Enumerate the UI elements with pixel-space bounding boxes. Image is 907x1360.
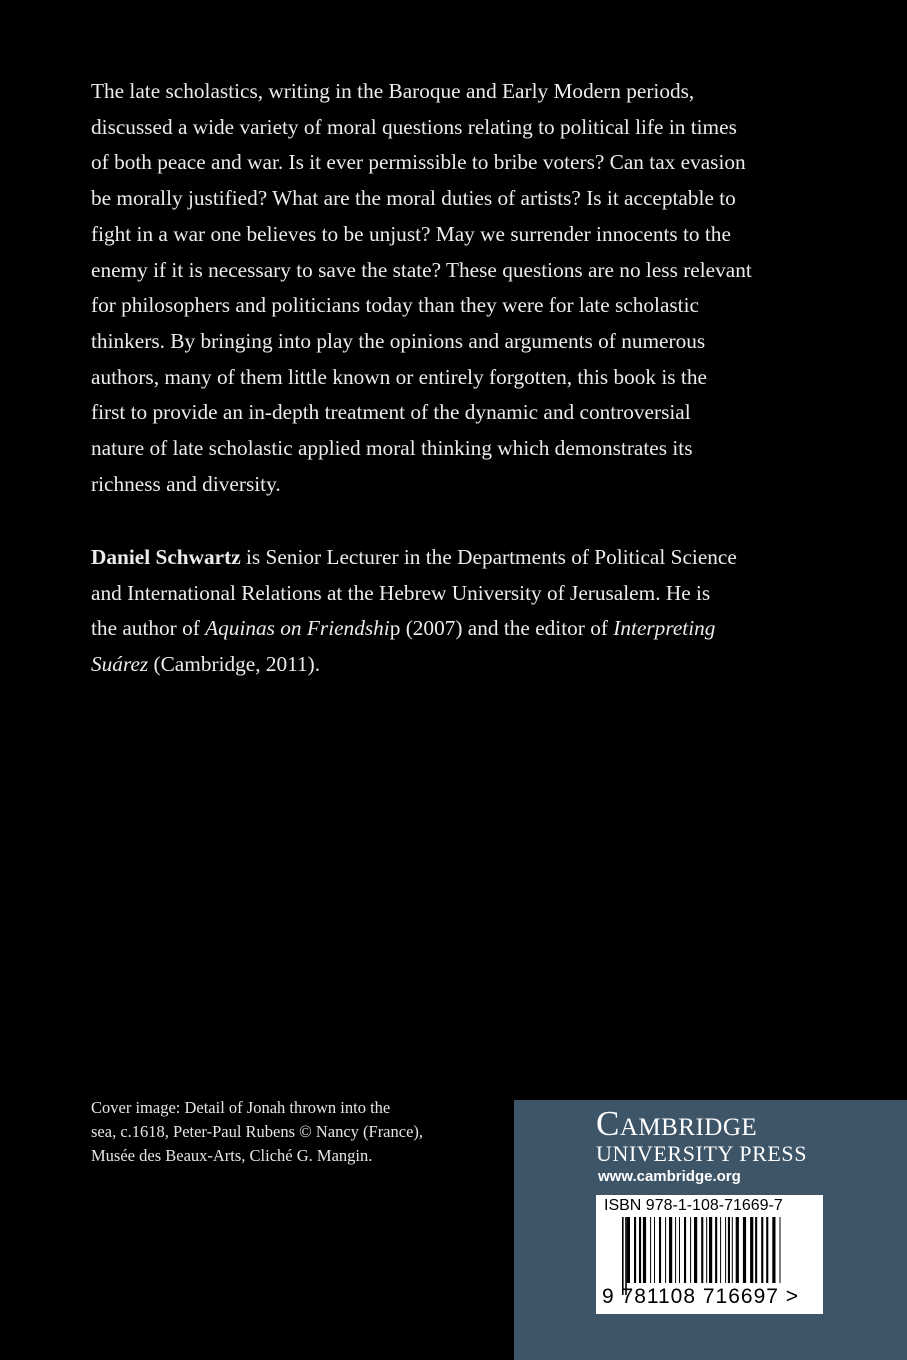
barcode-bar <box>750 1217 753 1283</box>
barcode-bar <box>665 1217 666 1283</box>
barcode-bar <box>627 1217 630 1283</box>
description-line: discussed a wide variety of moral questions relating to political life in times <box>91 114 737 139</box>
description-line: nature of late scholastic applied moral thinking which demonstrates its <box>91 436 693 461</box>
bio-text: (Cambridge, 2011). <box>148 652 321 677</box>
credit-line: sea, c.1618, Peter-Paul Rubens © Nancy (France), <box>91 1122 424 1141</box>
barcode-bar <box>736 1217 739 1283</box>
barcode-bar <box>650 1217 651 1283</box>
barcode-bar <box>622 1217 624 1295</box>
book-title: Suárez <box>91 652 149 677</box>
barcode-bar <box>701 1217 703 1283</box>
description-line: for philosophers and politicians today than they were for late scholastic <box>91 293 699 318</box>
bio-text: is Senior Lecturer in the Departments of Political Science <box>240 545 737 569</box>
barcode-bar <box>625 1217 627 1295</box>
barcode-bar <box>706 1217 707 1283</box>
barcode-bar <box>634 1217 636 1283</box>
bio-text: and International Relations at the Hebrew University of Jerusalem. He is <box>91 580 711 605</box>
description-line: The late scholastics, writing in the Baroque and Early Modern periods, <box>91 79 695 103</box>
credit-line: Musée des Beaux-Arts, Cliché G. Mangin. <box>91 1146 373 1165</box>
barcode-bar <box>755 1217 757 1283</box>
barcode-bar <box>643 1217 646 1283</box>
cover-image-credit <box>91 1096 423 1168</box>
barcode-bar <box>780 1217 781 1283</box>
author-name: Daniel Schwartz <box>91 545 241 569</box>
credit-line: Cover image: Detail of Jonah thrown into the <box>91 1098 391 1117</box>
publisher-subtitle: UNIVERSITY PRESS <box>596 1141 808 1166</box>
barcode-bar <box>732 1217 733 1283</box>
publisher-name: Cambridge <box>596 1104 758 1143</box>
barcode-bar <box>743 1217 746 1283</box>
barcode-bar <box>679 1217 680 1283</box>
barcode-bar <box>761 1217 763 1283</box>
barcode-bar <box>720 1217 721 1283</box>
description-line: authors, many of them little known or entirely forgotten, this book is the <box>91 364 707 389</box>
barcode <box>596 1195 823 1314</box>
barcode-bar <box>669 1217 672 1283</box>
barcode-bar <box>690 1217 691 1283</box>
barcode-bar <box>728 1217 730 1283</box>
description-line: first to provide an in-depth treatment of the dynamic and controversial <box>91 400 691 425</box>
description-line: fight in a war one believes to be unjust? May we surrender innocents to the <box>91 221 731 246</box>
description-line: thinkers. By bringing into play the opinions and arguments of numerous <box>91 328 706 353</box>
description-line: be morally justified? What are the moral duties of artists? Is it acceptable to <box>91 186 736 211</box>
publisher-url: www.cambridge.org <box>598 1168 741 1185</box>
barcode-bar <box>715 1217 717 1283</box>
barcode-bars <box>622 1217 802 1295</box>
barcode-bar <box>684 1217 686 1283</box>
bio-text: the author of <box>91 616 206 641</box>
description-line: richness and diversity. <box>91 471 281 496</box>
isbn-label: ISBN 978-1-108-71669-7 <box>604 1197 783 1214</box>
publisher-panel <box>514 1100 907 1360</box>
barcode-bar <box>766 1217 768 1283</box>
barcode-bar <box>709 1217 712 1283</box>
author-bio <box>91 540 737 683</box>
book-description <box>91 74 752 502</box>
book-title: Aquinas on Friendshi <box>205 616 390 641</box>
barcode-bar <box>725 1217 726 1283</box>
barcode-bar <box>694 1217 697 1283</box>
barcode-bar <box>654 1217 655 1283</box>
description-line: enemy if it is necessary to save the state? These questions are no less relevant <box>91 257 752 282</box>
description-line: of both peace and war. Is it ever permissible to bribe voters? Can tax evasion <box>91 150 746 175</box>
barcode-bar <box>675 1217 676 1283</box>
barcode-bar <box>659 1217 661 1283</box>
bio-text: p (2007) and the editor of <box>389 616 614 641</box>
barcode-bar <box>772 1217 775 1283</box>
book-title: Interpreting <box>613 616 716 641</box>
ean-digits: 9 781108 716697 > <box>602 1285 800 1308</box>
barcode-bar <box>639 1217 641 1283</box>
